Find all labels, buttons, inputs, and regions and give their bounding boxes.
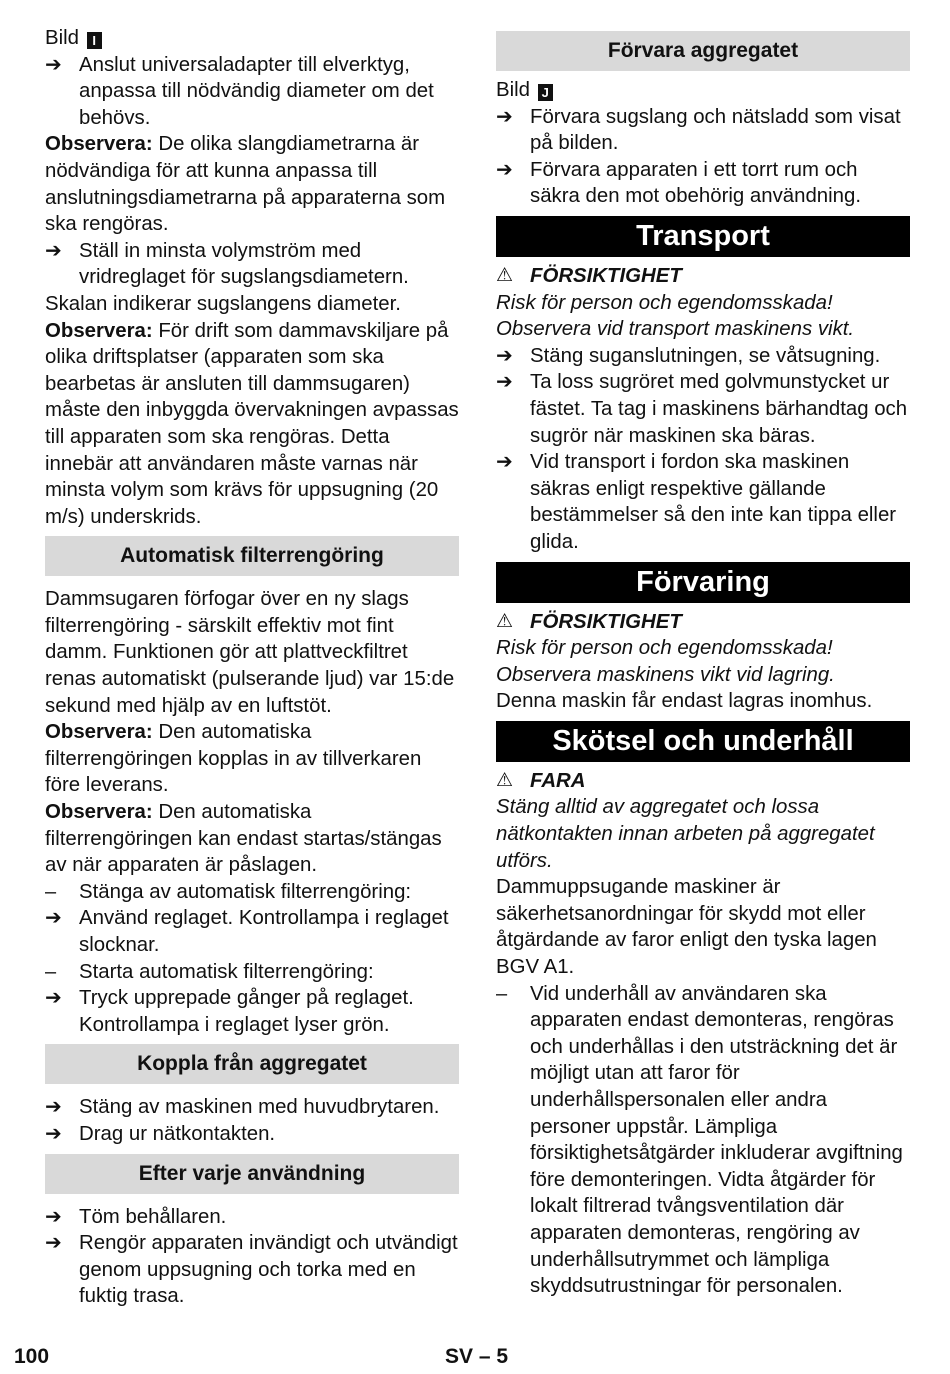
step-store-hose: ➔ Förvara sugslang och nätsladd som visat på bilden.	[496, 104, 910, 157]
step-close-inlet: ➔ Stäng suganslutningen, se våtsugning.	[496, 343, 910, 370]
step-press-control: ➔ Tryck upprepade gånger på reglaget. Kontrollampa i reglaget lyser grön.	[45, 985, 459, 1038]
warning-danger-maintenance: ⚠ FARA	[496, 768, 910, 795]
dash-item-maintenance: – Vid underhåll av användaren ska apparaten endast demonteras, rengöras och underhållas i den utsträckning det är möjligt utan att faror för underhållspersonalen eller andra personer uppstår. Lämpliga försiktighetsåtgärder inkluderar avgiftning före demonteringen. Vidta åtgärder för lokalt filtrerad tvångsventilation där apparaten demonteras, rengöring av underhållsutrymmet och lämpliga skyddsutrustningar för personalen.	[496, 981, 910, 1300]
note-hose-diameters: Observera: De olika slangdiametrarna är nödvändiga för att kunna anpassa till anslutningsdiametrarna på apparaterna som ska rengöras.	[45, 133, 446, 236]
figure-ref-j: Bild J	[496, 77, 910, 104]
scale-text: Skalan indikerar sugslangens diameter.	[45, 292, 401, 315]
note-power-on: Observera: Den automatiska filterrengöringen kan endast startas/stängas av när apparaten är påslagen.	[45, 801, 442, 877]
step-main-switch: ➔ Stäng av maskinen med huvudbrytaren.	[45, 1094, 459, 1121]
indoor-storage-text: Denna maskin får endast lagras inomhus.	[496, 690, 873, 713]
arrow-icon: ➔	[45, 1232, 62, 1255]
heading-store-unit: Förvara aggregatet	[496, 31, 910, 71]
dash-item-enable: – Starta automatisk filterrengöring:	[45, 959, 459, 986]
heading-transport: Transport	[496, 216, 910, 257]
heading-storage: Förvaring	[496, 562, 910, 603]
note-dust-separator: Observera: För drift som dammavskiljare på olika driftsplatser (apparaten som ska bearbetas är ansluten till dammsugaren) måste den inbyggda övervakningen avpassas till apparaten som ska rengöras. Detta innebär att användaren måste varnas när minsta volym som krävs för uppsugning (20 m/s) underskrids.	[45, 319, 459, 528]
heading-after-use: Efter varje användning	[45, 1154, 459, 1194]
arrow-icon: ➔	[45, 1205, 62, 1228]
page-number: 100	[14, 1345, 50, 1368]
step-set-flow: ➔ Ställ in minsta volymström med vridreglaget för sugslangsdiametern.	[45, 238, 459, 291]
dash-item-disable: – Stänga av automatisk filterrengöring:	[45, 879, 459, 906]
figure-letter-j: J	[538, 84, 553, 101]
step-secure-vehicle: ➔ Vid transport i fordon ska maskinen säkras enligt respektive gällande bestämmelser så den inte kan tippa eller glida.	[496, 449, 910, 555]
warning-caution-storage: ⚠ FÖRSIKTIGHET	[496, 609, 910, 636]
warning-text-transport: Risk för person och egendomsskada! Observera vid transport maskinens vikt.	[496, 291, 855, 341]
arrow-icon: ➔	[45, 1096, 62, 1119]
arrow-icon: ➔	[45, 239, 62, 262]
page-language-label: SV – 5	[445, 1345, 509, 1368]
step-use-control: ➔ Använd reglaget. Kontrollampa i reglaget slocknar.	[45, 905, 459, 958]
step-remove-tube: ➔ Ta loss sugröret med golvmunstycket ur fästet. Ta tag i maskinens bärhandtag och sugrör när maskinen ska bäras.	[496, 369, 910, 449]
arrow-icon: ➔	[45, 53, 62, 76]
warning-text-maintenance: Stäng alltid av aggregatet och lossa nätkontakten innan arbeten på aggregatet utförs.	[496, 796, 875, 872]
dash-icon: –	[45, 960, 57, 983]
arrow-icon: ➔	[45, 987, 62, 1010]
heading-maintenance: Skötsel och underhåll	[496, 721, 910, 762]
safety-devices-text: Dammuppsugande maskiner är säkerhetsanordningar för skydd mot eller åtgärdande av faror enligt den tyska lagen BGV A1.	[496, 876, 877, 979]
arrow-icon: ➔	[496, 451, 513, 474]
step-unplug: ➔ Drag ur nätkontakten.	[45, 1121, 459, 1148]
right-column	[496, 25, 910, 1300]
heading-disconnect: Koppla från aggregatet	[45, 1044, 459, 1084]
warning-icon: ⚠	[496, 610, 514, 632]
dash-icon: –	[496, 982, 508, 1005]
arrow-icon: ➔	[496, 158, 513, 181]
dash-icon: –	[45, 880, 57, 903]
note-factory-enabled: Observera: Den automatiska filterrengöringen kopplas in av tillverkaren före leverans.	[45, 721, 422, 797]
arrow-icon: ➔	[496, 105, 513, 128]
figure-ref-i: Bild I	[45, 25, 459, 52]
warning-text-storage: Risk för person och egendomsskada! Observera maskinens vikt vid lagring.	[496, 637, 835, 686]
warning-caution-transport: ⚠ FÖRSIKTIGHET	[496, 263, 910, 290]
warning-icon: ⚠	[496, 769, 514, 791]
auto-filter-text: Dammsugaren förfogar över en ny slags filterrengöring - särskilt effektiv mot fint damm. Funktionen gör att plattveckfiltret renas automatiskt (pulserande ljud) var 15:de sekund med hjälp av en luftstöt.	[45, 588, 455, 717]
step-store-dry: ➔ Förvara apparaten i ett torrt rum och säkra den mot obehörig användning.	[496, 157, 910, 210]
arrow-icon: ➔	[496, 371, 513, 394]
arrow-icon: ➔	[45, 907, 62, 930]
heading-auto-filter: Automatisk filterrengöring	[45, 536, 459, 576]
step-connect-adapter: ➔ Anslut universaladapter till elverktyg, anpassa till nödvändig diameter om det behövs.	[45, 52, 459, 132]
arrow-icon: ➔	[45, 1122, 62, 1145]
step-empty-container: ➔ Töm behållaren.	[45, 1204, 459, 1231]
left-column	[45, 25, 459, 1310]
step-clean-device: ➔ Rengör apparaten invändigt och utvändigt genom uppsugning och torka med en fuktig trasa.	[45, 1230, 459, 1310]
warning-icon: ⚠	[496, 264, 514, 286]
arrow-icon: ➔	[496, 344, 513, 367]
figure-letter-i: I	[87, 32, 102, 49]
